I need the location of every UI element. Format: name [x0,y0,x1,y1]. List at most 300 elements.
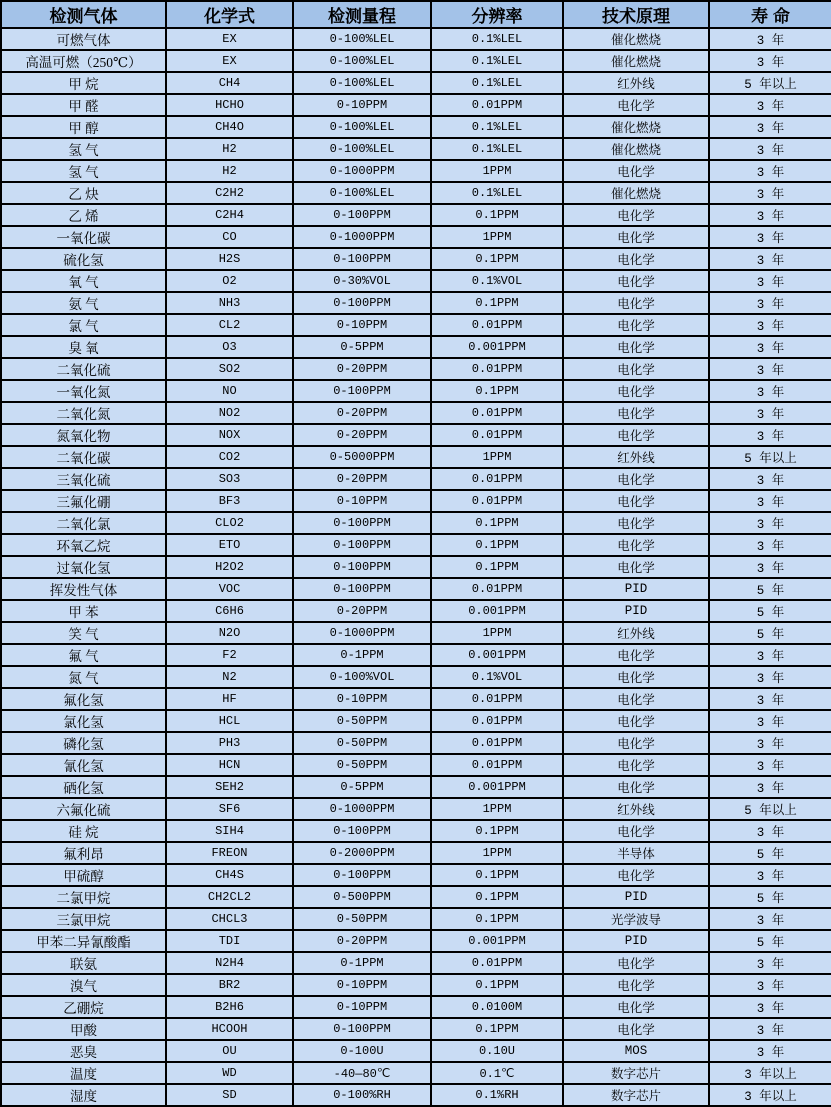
cell-gas-name: 乙硼烷 [1,996,166,1018]
cell-resolution: 0.1PPM [431,292,563,314]
cell-lifespan: 3 年 [709,512,831,534]
cell-lifespan: 3 年 [709,292,831,314]
cell-resolution: 0.1PPM [431,512,563,534]
cell-lifespan: 3 年 [709,204,831,226]
cell-range: 0-100PPM [293,578,431,600]
cell-lifespan: 3 年 [709,138,831,160]
cell-gas-name: 硒化氢 [1,776,166,798]
table-row [1,908,831,930]
cell-gas-name: 湿度 [1,1084,166,1106]
cell-gas-name: 二氯甲烷 [1,886,166,908]
table-row [1,996,831,1018]
cell-principle: 电化学 [563,226,709,248]
cell-lifespan: 3 年 [709,468,831,490]
table-row [1,798,831,820]
cell-lifespan: 3 年 [709,380,831,402]
cell-gas-name: 笑 气 [1,622,166,644]
cell-gas-name: 恶臭 [1,1040,166,1062]
cell-gas-name: 氢 气 [1,138,166,160]
cell-range: 0-10PPM [293,94,431,116]
cell-resolution: 0.01PPM [431,688,563,710]
table-row [1,710,831,732]
cell-gas-name: 二氧化氯 [1,512,166,534]
cell-range: 0-100%LEL [293,50,431,72]
cell-gas-name: 二氧化碳 [1,446,166,468]
cell-lifespan: 5 年 [709,600,831,622]
cell-principle: 电化学 [563,270,709,292]
cell-formula: CHCL3 [166,908,293,930]
cell-gas-name: 氮氧化物 [1,424,166,446]
table-row [1,1084,831,1106]
column-header-lifespan: 寿 命 [709,1,831,28]
cell-formula: TDI [166,930,293,952]
cell-principle: 电化学 [563,248,709,270]
column-header-resolution: 分辨率 [431,1,563,28]
cell-range: 0-1000PPM [293,226,431,248]
cell-principle: 催化燃烧 [563,116,709,138]
cell-lifespan: 5 年 [709,578,831,600]
cell-range: 0-20PPM [293,402,431,424]
cell-principle: 电化学 [563,996,709,1018]
cell-resolution: 0.01PPM [431,952,563,974]
table-row [1,358,831,380]
cell-resolution: 0.1%LEL [431,138,563,160]
cell-principle: 电化学 [563,336,709,358]
cell-gas-name: 甲苯二异氰酸酯 [1,930,166,952]
table-row [1,952,831,974]
cell-formula: CO2 [166,446,293,468]
cell-principle: 电化学 [563,314,709,336]
cell-range: 0-100%VOL [293,666,431,688]
cell-formula: NOX [166,424,293,446]
cell-range: 0-50PPM [293,710,431,732]
cell-range: 0-100%LEL [293,28,431,50]
cell-range: 0-100PPM [293,512,431,534]
column-header-gas-name: 检测气体 [1,1,166,28]
cell-formula: HCL [166,710,293,732]
column-header-formula: 化学式 [166,1,293,28]
cell-gas-name: 乙 炔 [1,182,166,204]
cell-principle: 电化学 [563,754,709,776]
cell-gas-name: 氨 气 [1,292,166,314]
cell-resolution: 0.1PPM [431,908,563,930]
cell-formula: CO [166,226,293,248]
cell-resolution: 0.1PPM [431,820,563,842]
cell-principle: 催化燃烧 [563,138,709,160]
cell-lifespan: 3 年 [709,424,831,446]
table-row [1,490,831,512]
cell-formula: BF3 [166,490,293,512]
cell-lifespan: 5 年 [709,842,831,864]
table-row [1,1062,831,1084]
cell-formula: H2 [166,160,293,182]
cell-principle: 电化学 [563,556,709,578]
cell-resolution: 0.001PPM [431,776,563,798]
table-row [1,248,831,270]
cell-principle: 电化学 [563,94,709,116]
table-row [1,644,831,666]
cell-range: 0-1PPM [293,952,431,974]
table-row [1,50,831,72]
cell-resolution: 1PPM [431,622,563,644]
table-row [1,72,831,94]
cell-formula: SD [166,1084,293,1106]
cell-range: 0-100PPM [293,380,431,402]
cell-formula: OU [166,1040,293,1062]
cell-principle: 电化学 [563,402,709,424]
cell-lifespan: 5 年 [709,930,831,952]
cell-principle: PID [563,600,709,622]
cell-gas-name: 高温可燃（250℃） [1,50,166,72]
cell-resolution: 0.1PPM [431,886,563,908]
cell-formula: ETO [166,534,293,556]
table-row [1,886,831,908]
cell-lifespan: 3 年 [709,1018,831,1040]
cell-resolution: 0.1%RH [431,1084,563,1106]
cell-lifespan: 3 年 [709,820,831,842]
cell-resolution: 0.001PPM [431,930,563,952]
cell-resolution: 0.1%LEL [431,182,563,204]
cell-resolution: 0.1PPM [431,1018,563,1040]
cell-range: 0-10PPM [293,974,431,996]
cell-lifespan: 3 年以上 [709,1062,831,1084]
table-row [1,116,831,138]
cell-gas-name: 挥发性气体 [1,578,166,600]
cell-resolution: 0.01PPM [431,710,563,732]
cell-gas-name: 甲酸 [1,1018,166,1040]
cell-principle: 电化学 [563,710,709,732]
cell-principle: 光学波导 [563,908,709,930]
cell-resolution: 0.1PPM [431,380,563,402]
cell-lifespan: 3 年 [709,952,831,974]
cell-gas-name: 硫化氢 [1,248,166,270]
cell-lifespan: 3 年 [709,94,831,116]
cell-gas-name: 三氯甲烷 [1,908,166,930]
cell-lifespan: 3 年 [709,1040,831,1062]
cell-principle: 电化学 [563,512,709,534]
cell-lifespan: 3 年 [709,490,831,512]
table-row [1,666,831,688]
cell-principle: 电化学 [563,424,709,446]
cell-range: 0-50PPM [293,754,431,776]
cell-principle: PID [563,930,709,952]
table-body [1,28,831,1106]
cell-lifespan: 3 年 [709,28,831,50]
cell-formula: CH4S [166,864,293,886]
cell-principle: 催化燃烧 [563,28,709,50]
cell-principle: PID [563,886,709,908]
cell-resolution: 0.001PPM [431,336,563,358]
cell-principle: MOS [563,1040,709,1062]
cell-formula: SEH2 [166,776,293,798]
cell-lifespan: 3 年 [709,402,831,424]
cell-formula: CH4O [166,116,293,138]
cell-lifespan: 3 年 [709,314,831,336]
cell-formula: SF6 [166,798,293,820]
table-row [1,402,831,424]
cell-principle: 电化学 [563,732,709,754]
cell-formula: FREON [166,842,293,864]
cell-range: 0-1PPM [293,644,431,666]
cell-lifespan: 5 年 [709,622,831,644]
cell-gas-name: 氟化氢 [1,688,166,710]
cell-lifespan: 3 年 [709,50,831,72]
cell-range: -40—80℃ [293,1062,431,1084]
cell-range: 0-100PPM [293,556,431,578]
cell-principle: PID [563,578,709,600]
cell-formula: NH3 [166,292,293,314]
table-row [1,182,831,204]
cell-gas-name: 二氧化硫 [1,358,166,380]
table-row [1,512,831,534]
table-row [1,820,831,842]
cell-gas-name: 氟 气 [1,644,166,666]
table-row [1,732,831,754]
cell-range: 0-100PPM [293,864,431,886]
cell-lifespan: 3 年 [709,644,831,666]
table-row [1,424,831,446]
table-row [1,204,831,226]
cell-principle: 数字芯片 [563,1084,709,1106]
cell-formula: VOC [166,578,293,600]
cell-resolution: 0.01PPM [431,94,563,116]
cell-gas-name: 氯化氢 [1,710,166,732]
cell-gas-name: 甲硫醇 [1,864,166,886]
cell-principle: 电化学 [563,776,709,798]
cell-formula: SO2 [166,358,293,380]
cell-principle: 电化学 [563,952,709,974]
cell-range: 0-10PPM [293,688,431,710]
table-row [1,28,831,50]
cell-gas-name: 氢 气 [1,160,166,182]
cell-range: 0-20PPM [293,600,431,622]
cell-formula: CLO2 [166,512,293,534]
cell-principle: 红外线 [563,622,709,644]
cell-range: 0-5PPM [293,336,431,358]
cell-range: 0-100%LEL [293,116,431,138]
cell-resolution: 1PPM [431,446,563,468]
table-row [1,930,831,952]
cell-formula: H2S [166,248,293,270]
table-row [1,446,831,468]
cell-principle: 数字芯片 [563,1062,709,1084]
table-row [1,578,831,600]
cell-gas-name: 氰化氢 [1,754,166,776]
cell-resolution: 0.1PPM [431,204,563,226]
cell-principle: 红外线 [563,798,709,820]
cell-range: 0-1000PPM [293,160,431,182]
cell-lifespan: 3 年 [709,776,831,798]
cell-range: 0-500PPM [293,886,431,908]
cell-formula: HCHO [166,94,293,116]
cell-gas-name: 氯 气 [1,314,166,336]
table-row [1,842,831,864]
cell-gas-name: 甲 苯 [1,600,166,622]
cell-resolution: 0.10U [431,1040,563,1062]
table-row [1,292,831,314]
cell-resolution: 0.1PPM [431,974,563,996]
cell-formula: HCN [166,754,293,776]
table-row [1,600,831,622]
cell-resolution: 0.1%LEL [431,50,563,72]
cell-lifespan: 3 年 [709,116,831,138]
cell-lifespan: 3 年 [709,666,831,688]
cell-gas-name: 乙 烯 [1,204,166,226]
cell-gas-name: 氟利昂 [1,842,166,864]
table-row [1,622,831,644]
cell-gas-name: 甲 醇 [1,116,166,138]
cell-gas-name: 三氟化硼 [1,490,166,512]
cell-resolution: 0.01PPM [431,754,563,776]
cell-principle: 电化学 [563,1018,709,1040]
column-header-range: 检测量程 [293,1,431,28]
cell-range: 0-1000PPM [293,798,431,820]
cell-principle: 电化学 [563,292,709,314]
cell-principle: 催化燃烧 [563,50,709,72]
cell-lifespan: 3 年 [709,182,831,204]
cell-lifespan: 3 年 [709,754,831,776]
table-row [1,754,831,776]
cell-formula: N2O [166,622,293,644]
cell-range: 0-20PPM [293,358,431,380]
cell-lifespan: 3 年 [709,226,831,248]
cell-formula: HF [166,688,293,710]
cell-range: 0-10PPM [293,314,431,336]
cell-formula: O2 [166,270,293,292]
cell-range: 0-1000PPM [293,622,431,644]
table-row [1,314,831,336]
cell-range: 0-10PPM [293,996,431,1018]
cell-formula: F2 [166,644,293,666]
cell-range: 0-100PPM [293,1018,431,1040]
cell-resolution: 0.1PPM [431,556,563,578]
cell-principle: 电化学 [563,820,709,842]
cell-formula: H2O2 [166,556,293,578]
cell-gas-name: 环氧乙烷 [1,534,166,556]
cell-principle: 电化学 [563,864,709,886]
table-row [1,226,831,248]
cell-gas-name: 溴气 [1,974,166,996]
cell-principle: 催化燃烧 [563,182,709,204]
cell-formula: CH2CL2 [166,886,293,908]
cell-formula: O3 [166,336,293,358]
cell-resolution: 0.1PPM [431,248,563,270]
cell-formula: C2H4 [166,204,293,226]
cell-principle: 电化学 [563,490,709,512]
cell-gas-name: 三氧化硫 [1,468,166,490]
cell-gas-name: 硅 烷 [1,820,166,842]
cell-resolution: 0.1PPM [431,534,563,556]
table-row [1,1040,831,1062]
cell-resolution: 0.1%LEL [431,72,563,94]
table-row [1,336,831,358]
table-row [1,534,831,556]
cell-lifespan: 3 年 [709,908,831,930]
cell-resolution: 0.01PPM [431,402,563,424]
cell-principle: 电化学 [563,974,709,996]
cell-range: 0-50PPM [293,732,431,754]
cell-lifespan: 3 年 [709,248,831,270]
cell-lifespan: 5 年 [709,886,831,908]
cell-lifespan: 3 年 [709,556,831,578]
cell-resolution: 0.0100M [431,996,563,1018]
cell-principle: 半导体 [563,842,709,864]
cell-formula: PH3 [166,732,293,754]
cell-formula: EX [166,28,293,50]
cell-range: 0-50PPM [293,908,431,930]
cell-lifespan: 5 年以上 [709,446,831,468]
cell-lifespan: 3 年 [709,864,831,886]
cell-resolution: 0.01PPM [431,732,563,754]
cell-lifespan: 3 年 [709,270,831,292]
cell-principle: 电化学 [563,534,709,556]
table-row [1,556,831,578]
cell-formula: B2H6 [166,996,293,1018]
cell-range: 0-100%RH [293,1084,431,1106]
cell-resolution: 0.1%LEL [431,116,563,138]
cell-formula: SO3 [166,468,293,490]
cell-lifespan: 3 年 [709,996,831,1018]
cell-gas-name: 二氧化氮 [1,402,166,424]
cell-formula: NO [166,380,293,402]
cell-range: 0-100%LEL [293,72,431,94]
cell-formula: WD [166,1062,293,1084]
cell-formula: N2H4 [166,952,293,974]
cell-range: 0-20PPM [293,930,431,952]
cell-formula: C2H2 [166,182,293,204]
cell-formula: CL2 [166,314,293,336]
cell-gas-name: 一氧化氮 [1,380,166,402]
cell-formula: NO2 [166,402,293,424]
cell-formula: SIH4 [166,820,293,842]
cell-lifespan: 3 年 [709,336,831,358]
cell-resolution: 0.01PPM [431,358,563,380]
cell-resolution: 0.01PPM [431,424,563,446]
cell-range: 0-20PPM [293,424,431,446]
cell-principle: 电化学 [563,688,709,710]
cell-range: 0-100U [293,1040,431,1062]
cell-lifespan: 3 年 [709,534,831,556]
cell-principle: 电化学 [563,358,709,380]
cell-lifespan: 3 年以上 [709,1084,831,1106]
cell-resolution: 0.1%VOL [431,666,563,688]
cell-lifespan: 3 年 [709,358,831,380]
cell-principle: 电化学 [563,468,709,490]
cell-gas-name: 臭 氧 [1,336,166,358]
cell-formula: CH4 [166,72,293,94]
cell-range: 0-100%LEL [293,138,431,160]
table-row [1,380,831,402]
cell-formula: EX [166,50,293,72]
cell-principle: 电化学 [563,380,709,402]
table-row [1,688,831,710]
cell-range: 0-5PPM [293,776,431,798]
cell-resolution: 0.01PPM [431,490,563,512]
cell-resolution: 0.01PPM [431,314,563,336]
table-row [1,1018,831,1040]
cell-principle: 电化学 [563,666,709,688]
cell-resolution: 0.001PPM [431,600,563,622]
cell-resolution: 0.01PPM [431,578,563,600]
table-row [1,776,831,798]
cell-range: 0-30%VOL [293,270,431,292]
table-row [1,468,831,490]
cell-lifespan: 3 年 [709,710,831,732]
cell-gas-name: 甲 烷 [1,72,166,94]
cell-gas-name: 温度 [1,1062,166,1084]
cell-lifespan: 3 年 [709,974,831,996]
cell-range: 0-100PPM [293,204,431,226]
